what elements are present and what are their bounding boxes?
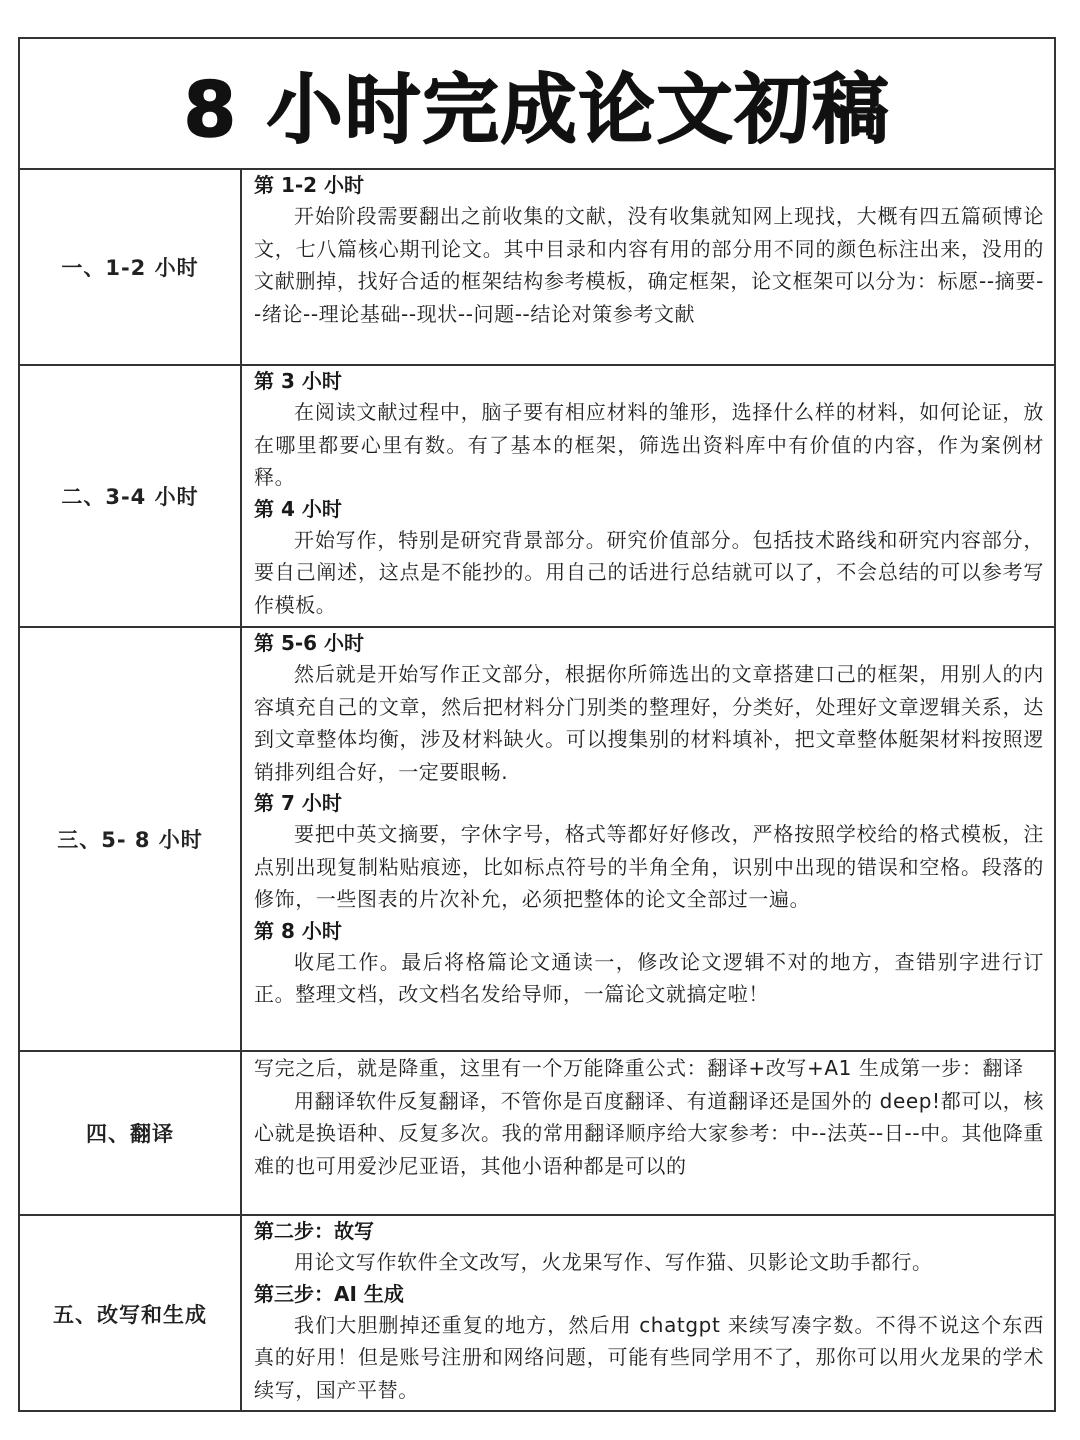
section-text: 我们大胆删掉还重复的地方，然后用 chatgpt 来续写凑字数。不得不说这个东西真的好用！但是账号注册和网络问题，可能有些同学用不了，那你可以用火龙果的学术续写，国产平替。 xyxy=(254,1312,1044,1402)
document-table xyxy=(18,37,1056,1412)
section-text: 在阅读文献过程中，脑子要有相应材料的雏形，选择什么样的材料，如何论证，放在哪里都要心里有数。有了基本的框架，筛选出资料库中有价值的内容，作为案例材释。 xyxy=(254,400,1044,489)
section-text: 然后就是开始写作正文部分，根据你所筛选出的文章搭建口己的框架，用别人的内容填充自己的文章，然后把材料分门别类的整理好，分类好，处理好文章逻辑关系，达到文章整体均衡，涉及材料缺火。可以搜集别的材料填补，把文章整体艇架材料按照逻销排列组合好，一定要眼畅. xyxy=(254,662,1044,784)
section-heading: 第三步：AI 生成 xyxy=(254,1281,404,1306)
table-row xyxy=(20,366,1054,628)
section-heading: 第 8 小时 xyxy=(254,918,342,943)
row-content xyxy=(242,628,1054,1050)
section-text: 用翻译软件反复翻译，不管你是百度翻译、有道翻译还是国外的 deep!都可以，核心就是换语种、反复多次。我的常用翻译顺序给大家参考：中--法英--日--中。其他降重难的也可用爱沙尼亚语，其他小语种都是可以的 xyxy=(254,1088,1044,1178)
row-label: 三、5- 8 小时 xyxy=(20,628,242,1050)
row-label: 四、翻译 xyxy=(20,1052,242,1214)
section-text: 开始写作，特别是研究背景部分。研究价值部分。包括技术路线和研究内容部分，要自己阐述，这点是不能抄的。用自己的话进行总结就可以了，不会总结的可以参考写作模板。 xyxy=(254,527,1044,617)
section-heading: 第 4 小时 xyxy=(254,496,342,521)
table-row xyxy=(20,628,1054,1052)
section-text: 收尾工作。最后将格篇论文通读一，修改论文逻辑不对的地方，查错别字进行订正。整理文档，改文档名发给导师，一篇论文就搞定啦！ xyxy=(254,949,1044,1006)
section-heading: 第二步：故写 xyxy=(254,1219,374,1243)
row-content xyxy=(242,1216,1054,1412)
table-row xyxy=(20,170,1054,366)
section-heading: 第 7 小时 xyxy=(254,791,342,815)
section-text: 要把中英文摘要，字休字号，格式等都好好修改，严格按照学校给的格式模板，注点别出现复制粘贴痕迹，比如标点符号的半角全角，识别中出现的错误和空格。段落的修饰，一些图表的片次补允，必须把整体的论文全部过一遍。 xyxy=(254,822,1044,911)
table-row xyxy=(20,1052,1054,1216)
section-text: 用论文写作软件全文改写，火龙果写作、写作猫、贝影论文助手都行。 xyxy=(294,1250,933,1274)
section-heading: 第 1-2 小时 xyxy=(254,173,365,197)
table-row xyxy=(20,1216,1054,1412)
page-title: 8 小时完成论文初稿 xyxy=(183,65,891,154)
row-content xyxy=(242,170,1054,364)
section-text: 写完之后，就是降重，这里有一个万能降重公式：翻译+改写+A1 生成第一步：翻译 xyxy=(254,1056,1024,1080)
row-label: 二、3-4 小时 xyxy=(20,366,242,626)
section-heading: 第 3 小时 xyxy=(254,369,342,393)
title-row xyxy=(20,39,1054,170)
row-content xyxy=(242,366,1054,626)
section-text: 开始阶段需要翻出之前收集的文献，没有收集就知网上现找，大概有四五篇硕博论文，七八篇核心期刊论文。其中目录和内容有用的部分用不同的颜色标注出来，没用的文献删掉，找好合适的框架结构参考模板，确定框架，论文框架可以分为：标愿--摘要--绪论--理论基础--现状--问题--结论对策参考文献 xyxy=(254,204,1044,326)
row-label: 一、1-2 小时 xyxy=(20,170,242,364)
row-label: 五、改写和生成 xyxy=(20,1216,242,1412)
row-content xyxy=(242,1052,1054,1214)
section-heading: 第 5-6 小时 xyxy=(254,631,365,655)
